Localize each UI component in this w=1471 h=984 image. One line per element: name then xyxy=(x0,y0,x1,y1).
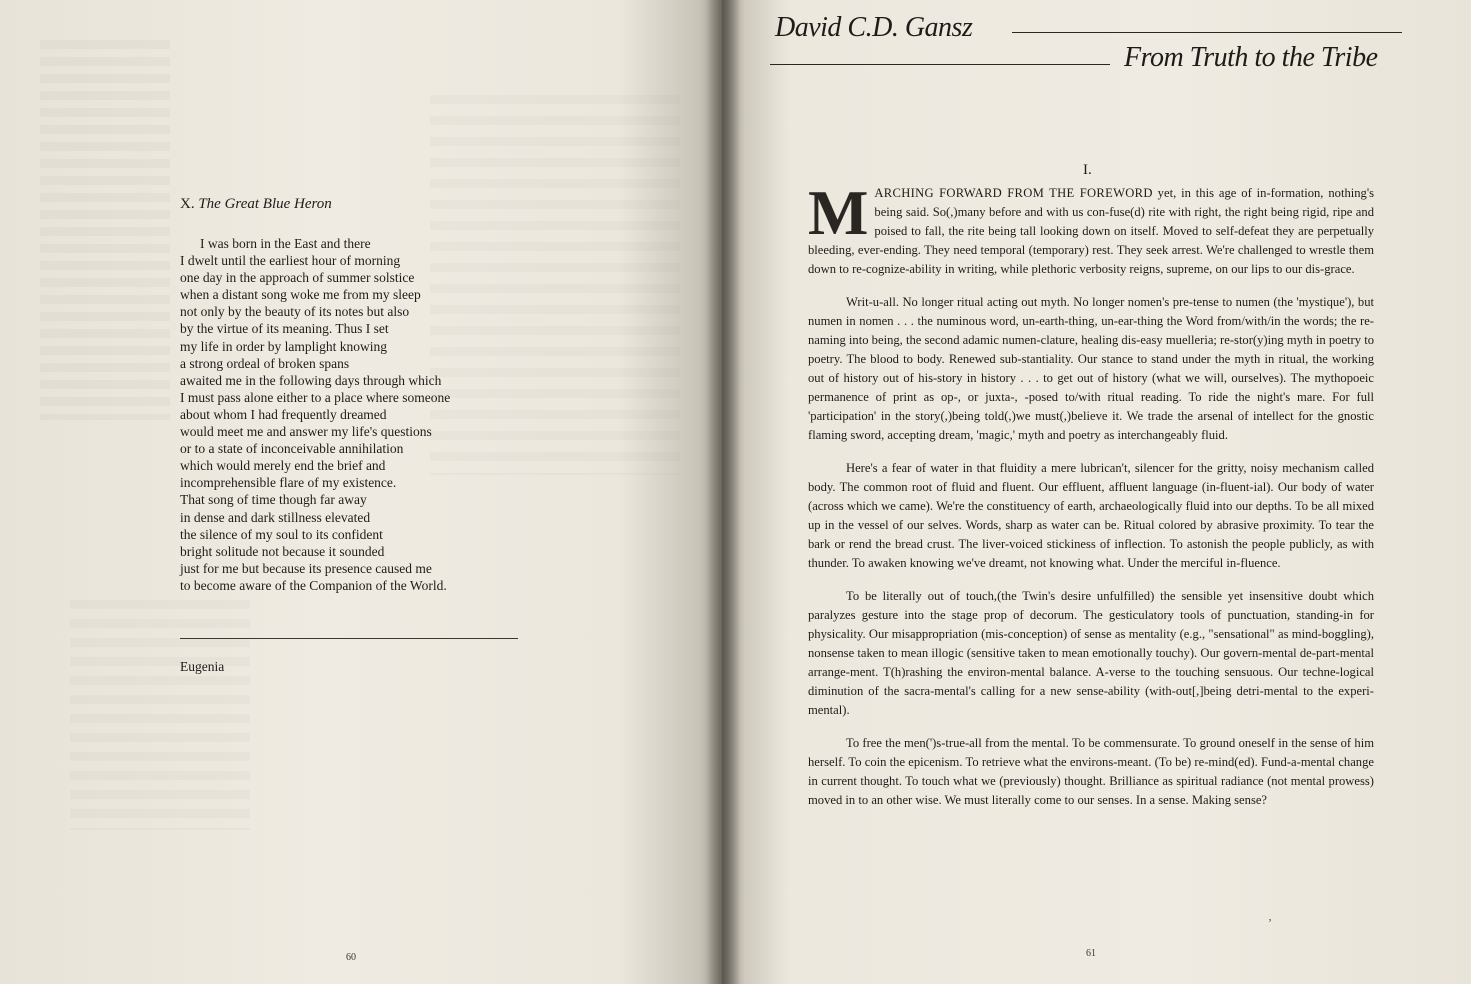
poem-line: I was born in the East and there xyxy=(200,236,371,251)
section-divider xyxy=(180,638,518,639)
pencil-mark: ʼ xyxy=(1268,916,1272,930)
essay-title: From Truth to the Tribe xyxy=(1124,42,1378,73)
poem-number: X. xyxy=(180,196,195,212)
author-rule xyxy=(1012,32,1402,33)
poem-line: about whom I had frequently dreamed xyxy=(180,406,387,422)
paragraph-2: Writ-u-all. No longer ritual acting out myth. No longer nomen's pre-tense to numen (the 'mystique'), but numen in nomen . . . the numinous word, un-earth-thing, un-ear-thing the Word from/with/in the words; the re-naming into being, the second adamic numen-clature, healing dis-easy muelleria; re-stor(y)ing myth in poetry to poetry. The blood to body. Renewed sub-stantiality. Our stance to stand under the myth in ritual, the working out of history out of his-story in history . . . to get out of history (what we will, ourselves). The mythopoeic permanence of print as op-, or juxta-, -posed to/with ritual reading. To ride the night's mare. For full 'participation' in the story(,)being told(,)we must(,)believe it. We trade the arsenal of intellect for the gnostic flaming sword, accepting dream, 'magic,' myth and poetry as interchangeably fluid. xyxy=(808,295,1374,442)
author-name: David C.D. Gansz xyxy=(775,12,973,43)
poem-body xyxy=(180,235,500,594)
poem-line: which would merely end the brief and xyxy=(180,458,386,474)
opening-small-caps: ARCHING FORWARD FROM THE FOREWORD xyxy=(874,186,1153,200)
gutter-shadow xyxy=(706,0,740,984)
poem-line: one day in the approach of summer solstice xyxy=(180,270,415,286)
poem-line: in dense and dark stillness elevated xyxy=(180,509,371,525)
poem-title-text: The Great Blue Heron xyxy=(198,196,332,212)
poem-line: awaited me in the following days through which xyxy=(180,372,442,388)
poem-line: I must pass alone either to a place where someone xyxy=(180,389,451,405)
essay-body xyxy=(808,177,1375,824)
poem-line: by the virtue of its meaning. Thus I set xyxy=(180,321,389,337)
paragraph-4: To be literally out of touch,(the Twin's desire unfulfilled) the sensible yet insensitive doubt which paralyzes gesture into the stage prop of decorum. The gesticulatory tools of punctuation, standing-in for physicality. Our misappropriation (mis-conception) of sense as mentality (e.g., "sensational" as mind-boggling), nonsense taken to mean illogic (sensitive taken to mean emotionally touchy). Our govern-mental de-part-mental arrange-ment. T(h)rashing the environ-mental balance. A-verse to the touching sensuous. Our techne-logical diminution of the sacra-mental's calling for a new sense-ability (with-out[,]being detri-mental to the experi-mental). xyxy=(808,589,1374,717)
poem-line: the silence of my soul to its confident xyxy=(180,526,383,542)
poem-line: just for me but because its presence caused me xyxy=(180,560,432,576)
poem-title xyxy=(180,196,332,213)
next-poem-title: Eugenia xyxy=(180,659,225,674)
poem-line: I dwelt until the earliest hour of morning xyxy=(180,253,401,269)
page-number-left: 60 xyxy=(346,952,356,963)
poem-line: incomprehensible flare of my existence. xyxy=(180,475,397,491)
poem-line: to become aware of the Companion of the World. xyxy=(180,577,447,593)
poem-line: a strong ordeal of broken spans xyxy=(180,355,350,371)
paragraph-5: To free the men(')s-true-all from the mental. To be commensurate. To ground oneself in the sense of him herself. To coin the epicenism. To retrieve what the environs-meant. (To be) re-mind(ed). Fund-a-mental change in current thought. To touch what we (previously) thought. Brilliance as spiritual radiance (not mental prowess) moved in to an other wise. We must literally come to our senses. In a sense. Making sense? xyxy=(808,736,1374,807)
paragraph-3: Here's a fear of water in that fluidity a mere lubrican't, silencer for the gritty, noisy mechanism called body. The common root of fluid and fluent. Our effluent, affluent language (in-fluent-ial). Our body of water (across which we came). We're the constituency of earth, archaeologically fluid into our depths. To be all mixed up in the vessel of our selves. Words, sharp as water can be. Ritual colored by abrasive proximity. To tear the bark or rend the bread crust. The liver-voiced stickiness of inflection. To astonish the people publicly, as with thunder. To awaken knowing we've dreamt, not knowing what. Under the merciful in-fluence. xyxy=(808,461,1374,570)
section-number: I. xyxy=(1083,162,1092,178)
paragraph-1 xyxy=(808,177,1375,279)
drop-cap: M xyxy=(808,177,869,248)
right-page xyxy=(722,0,1471,984)
show-through-texture xyxy=(40,40,170,420)
poem-line: That song of time though far away xyxy=(180,492,367,508)
page-number-right: 61 xyxy=(1086,948,1096,959)
show-through-texture xyxy=(70,600,250,830)
poem-line: or to a state of inconceivable annihilation xyxy=(180,441,404,457)
paragraph-1-text: yet, in this age of in-formation, nothing's being said. So(,)many before and with us con-fuse(d) rite with right, the right being rigid, ripe and poised to fall, the rite being tall looking down on itself. Moved to self-defeat they are perpetually bleeding, ever-ending. They need temporal (temporary) rest. They seek arrest. We're challenged to wrestle them down to re-cognize-ability in writing, while plethoric verbosity reigns, supreme, on our lips to our dis-grace. xyxy=(808,186,1375,276)
poem-line: bright solitude not because it sounded xyxy=(180,543,385,559)
title-rule xyxy=(770,64,1110,65)
poem-line: when a distant song woke me from my sleep xyxy=(180,287,421,303)
poem-line: not only by the beauty of its notes but also xyxy=(180,304,410,320)
poem-line: my life in order by lamplight knowing xyxy=(180,338,387,354)
left-page xyxy=(0,0,728,984)
poem-line: would meet me and answer my life's questions xyxy=(180,424,432,440)
